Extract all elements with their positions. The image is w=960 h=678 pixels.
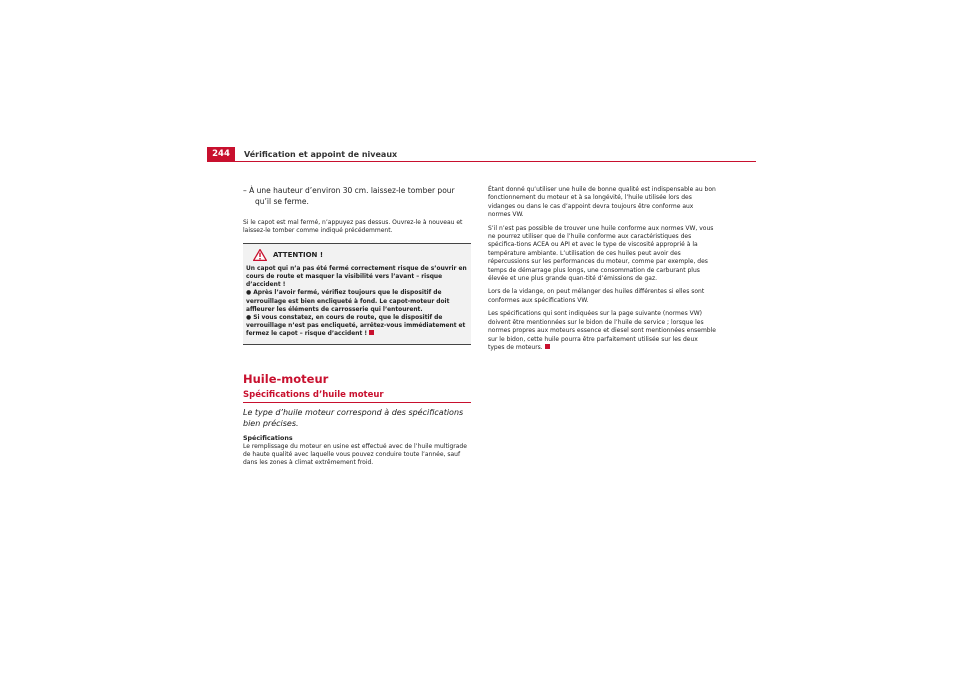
specs-heading: Spécifications bbox=[243, 434, 293, 442]
warning-bullet-text: Si vous constatez, en cours de route, que le dispositif de verrouillage n’est pas encliqueté, arrêtez-vous immédiatement et fermez le capot – risque d’accident ! bbox=[246, 315, 466, 338]
page-number: 244 bbox=[207, 147, 235, 161]
section-heading: Huile-moteur bbox=[243, 371, 329, 386]
left-column bbox=[243, 186, 471, 473]
subsection-heading: Spécifications d’huile moteur bbox=[243, 390, 471, 403]
mixing-oil-paragraph: Lors de la vidange, on peut mélanger des huiles différentes si elles sont conformes aux spécifications VW. bbox=[488, 288, 705, 304]
intro-text: Le type d’huile moteur correspond à des spécifications bien précises. bbox=[243, 407, 464, 429]
right-column bbox=[488, 186, 716, 357]
alternative-oil-paragraph: S’il n’est pas possible de trouver une huile conforme aux normes VW, vous ne pourrez utiliser que de l’huile conforme aux caractéristiques des spécifica-tions ACEA ou API et avec le type de viscosité approprié à la température ambiante. L’utilisation de ces huiles peut avoir des répercussions sur les performances du moteur, comme par exemple, des temps de démarrage plus longs, une consommation de carburant plus élevée et une plus grande quan-tité d’émissions de gaz. bbox=[488, 224, 714, 283]
warning-title: ATTENTION ! bbox=[273, 250, 324, 259]
bullet-icon: ● bbox=[246, 315, 254, 322]
running-title: Vérification et appoint de niveaux bbox=[244, 150, 398, 159]
end-square-icon bbox=[545, 344, 550, 349]
warning-paragraph: Un capot qui n’a pas été fermé correctement risque de s’ouvrir en cours de route et masquer la visibilité vers l’avant – risque d’accident ! bbox=[246, 265, 467, 289]
warning-box bbox=[243, 243, 471, 345]
specifications-text: Les spécifications qui sont indiquées sur la page suivante (normes VW) doivent être mentionnées sur le bidon de l’huile de service ; lorsque les normes propres aux moteurs essence et diesel sont mentionnées ensemble sur le bidon, cette huile pourra être parfaitement utilisée sur les deux types de moteurs. bbox=[488, 310, 716, 351]
instruction-step: – À une hauteur d’environ 30 cm. laissez-le tomber pour qu’il se ferme. bbox=[243, 186, 455, 206]
header-rule bbox=[207, 161, 756, 162]
bullet-icon: ● bbox=[246, 290, 254, 297]
warning-header bbox=[253, 249, 468, 261]
oil-quality-paragraph: Étant donné qu’utiliser une huile de bonne qualité est indispensable au bon fonctionnement du moteur et à sa longévité, l’huile utilisée lors des vidanges ou dans le cas d’appoint devra toujours être conforme aux normes VW. bbox=[488, 186, 716, 219]
end-square-icon bbox=[369, 330, 374, 335]
warning-bullet bbox=[246, 289, 468, 314]
hood-note: Si le capot est mal fermé, n’appuyez pas dessus. Ouvrez-le à nouveau et laissez-le tomber comme indiqué précédemment. bbox=[243, 219, 463, 235]
warning-triangle-icon bbox=[253, 249, 267, 261]
warning-bullet-text: Après l’avoir fermé, vérifiez toujours que le dispositif de verrouillage est bien encliqueté à fond. Le capot-moteur doit affleurer les éléments de carrosserie qui l’entourent. bbox=[246, 290, 450, 313]
specs-paragraph: Le remplissage du moteur en usine est effectué avec de l’huile multigrade de haute qualité avec laquelle vous pouvez conduire toute l’année, sauf dans les zones à climat extrêmement froid. bbox=[243, 442, 467, 467]
specifications-paragraph bbox=[488, 310, 716, 352]
warning-bullet bbox=[246, 314, 468, 339]
